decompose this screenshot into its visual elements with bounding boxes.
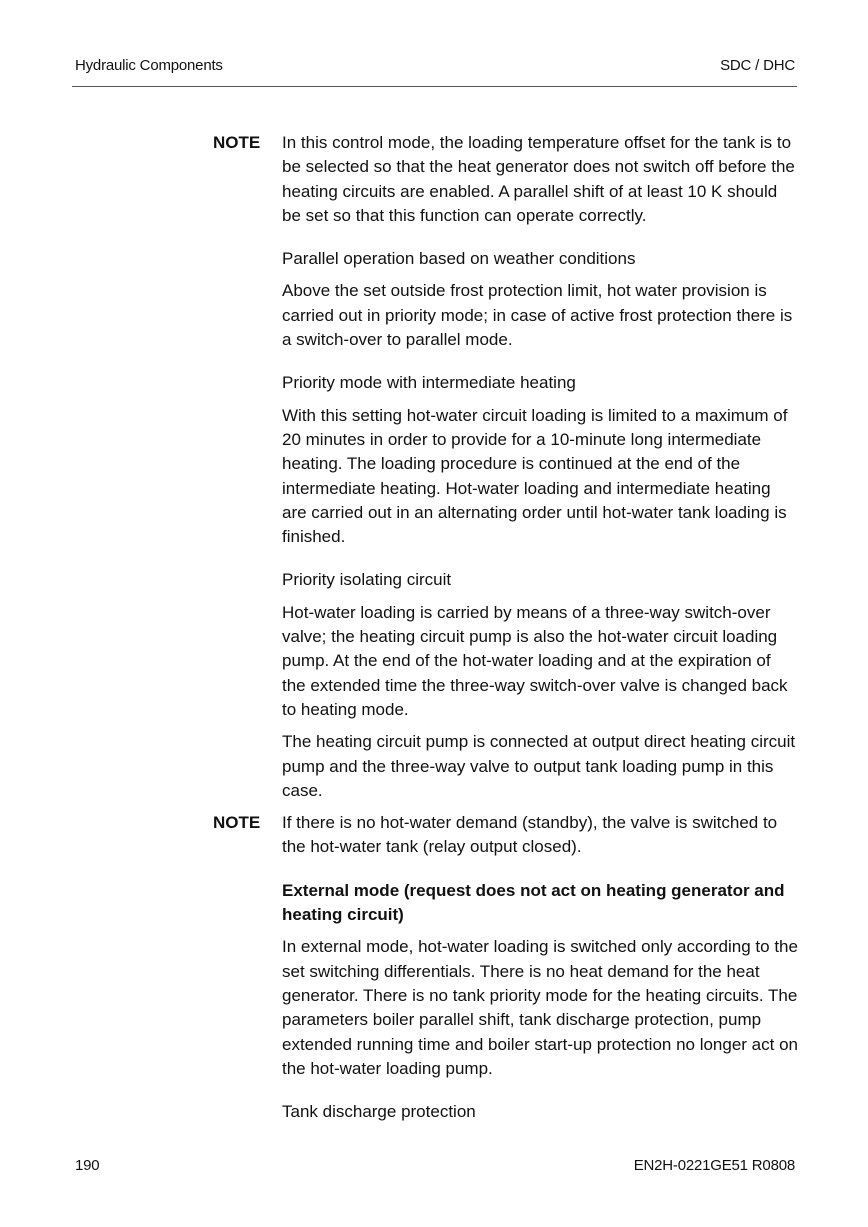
note-label: NOTE: [213, 813, 261, 833]
section-text: Hot-water loading is carried by means of a three-way switch-over valve; the heating circuit pump is also the hot-water circuit loading pump. At the end of the hot-water loading and at the expiration of the extended time the three-way switch-over valve is changed back to heating mode.: [282, 602, 788, 719]
section-heading: Tank discharge protection: [282, 1102, 476, 1122]
section-text: In external mode, hot-water loading is switched only according to the set switching differentials. There is no heat demand for the heat generator. There is no tank priority mode for the heating circuits. The parameters boiler parallel shift, tank discharge protection, pump extended running time and boiler start-up protection no longer act on the hot-water loading pump.: [282, 937, 798, 1078]
header-product-name: SDC / DHC: [720, 57, 795, 74]
tank-discharge-section: [0, 1100, 868, 1124]
page-header: [75, 57, 795, 74]
page-content: [0, 131, 868, 1124]
page-number: 190: [75, 1157, 100, 1174]
priority-intermediate-section: [0, 371, 868, 549]
section-heading: Priority isolating circuit: [282, 570, 452, 590]
section-text: The heating circuit pump is connected at output direct heating circuit pump and the three-way valve to output tank loading pump in this case.: [282, 732, 796, 800]
note-block: [0, 131, 868, 228]
section-text: With this setting hot-water circuit loading is limited to a maximum of 20 minutes in order to provide for a 10-minute long intermediate heating. The loading procedure is continued at the end of the intermediate heating. Hot-water loading and intermediate heating are carried out in an alternating order until hot-water tank loading is finished.: [282, 405, 788, 547]
priority-isolating-section: [0, 568, 868, 803]
note-label: NOTE: [213, 133, 261, 152]
note-text: If there is no hot-water demand (standby), the valve is switched to the hot-water tank (relay output closed).: [282, 813, 778, 857]
header-section-title: Hydraulic Components: [75, 57, 223, 74]
parallel-operation-section: [0, 247, 868, 352]
section-heading: External mode (request does not act on heating generator and heating circuit): [282, 880, 785, 925]
section-text: Above the set outside frost protection limit, hot water provision is carried out in priority mode; in case of active frost protection there is a switch-over to parallel mode.: [282, 281, 793, 350]
page-footer: [75, 1157, 795, 1174]
header-divider: [72, 86, 797, 87]
section-heading: Parallel operation based on weather conditions: [282, 249, 636, 269]
note-text: In this control mode, the loading temperature offset for the tank is to be selected so that the heat generator does not switch off before the heating circuits are enabled. A parallel shift of at least 10 K should be set so that this function can operate correctly.: [282, 133, 795, 225]
note-block: [0, 811, 868, 860]
document-code: EN2H-0221GE51 R0808: [633, 1157, 795, 1174]
section-heading: Priority mode with intermediate heating: [282, 373, 576, 393]
external-mode-section: [0, 879, 868, 1081]
